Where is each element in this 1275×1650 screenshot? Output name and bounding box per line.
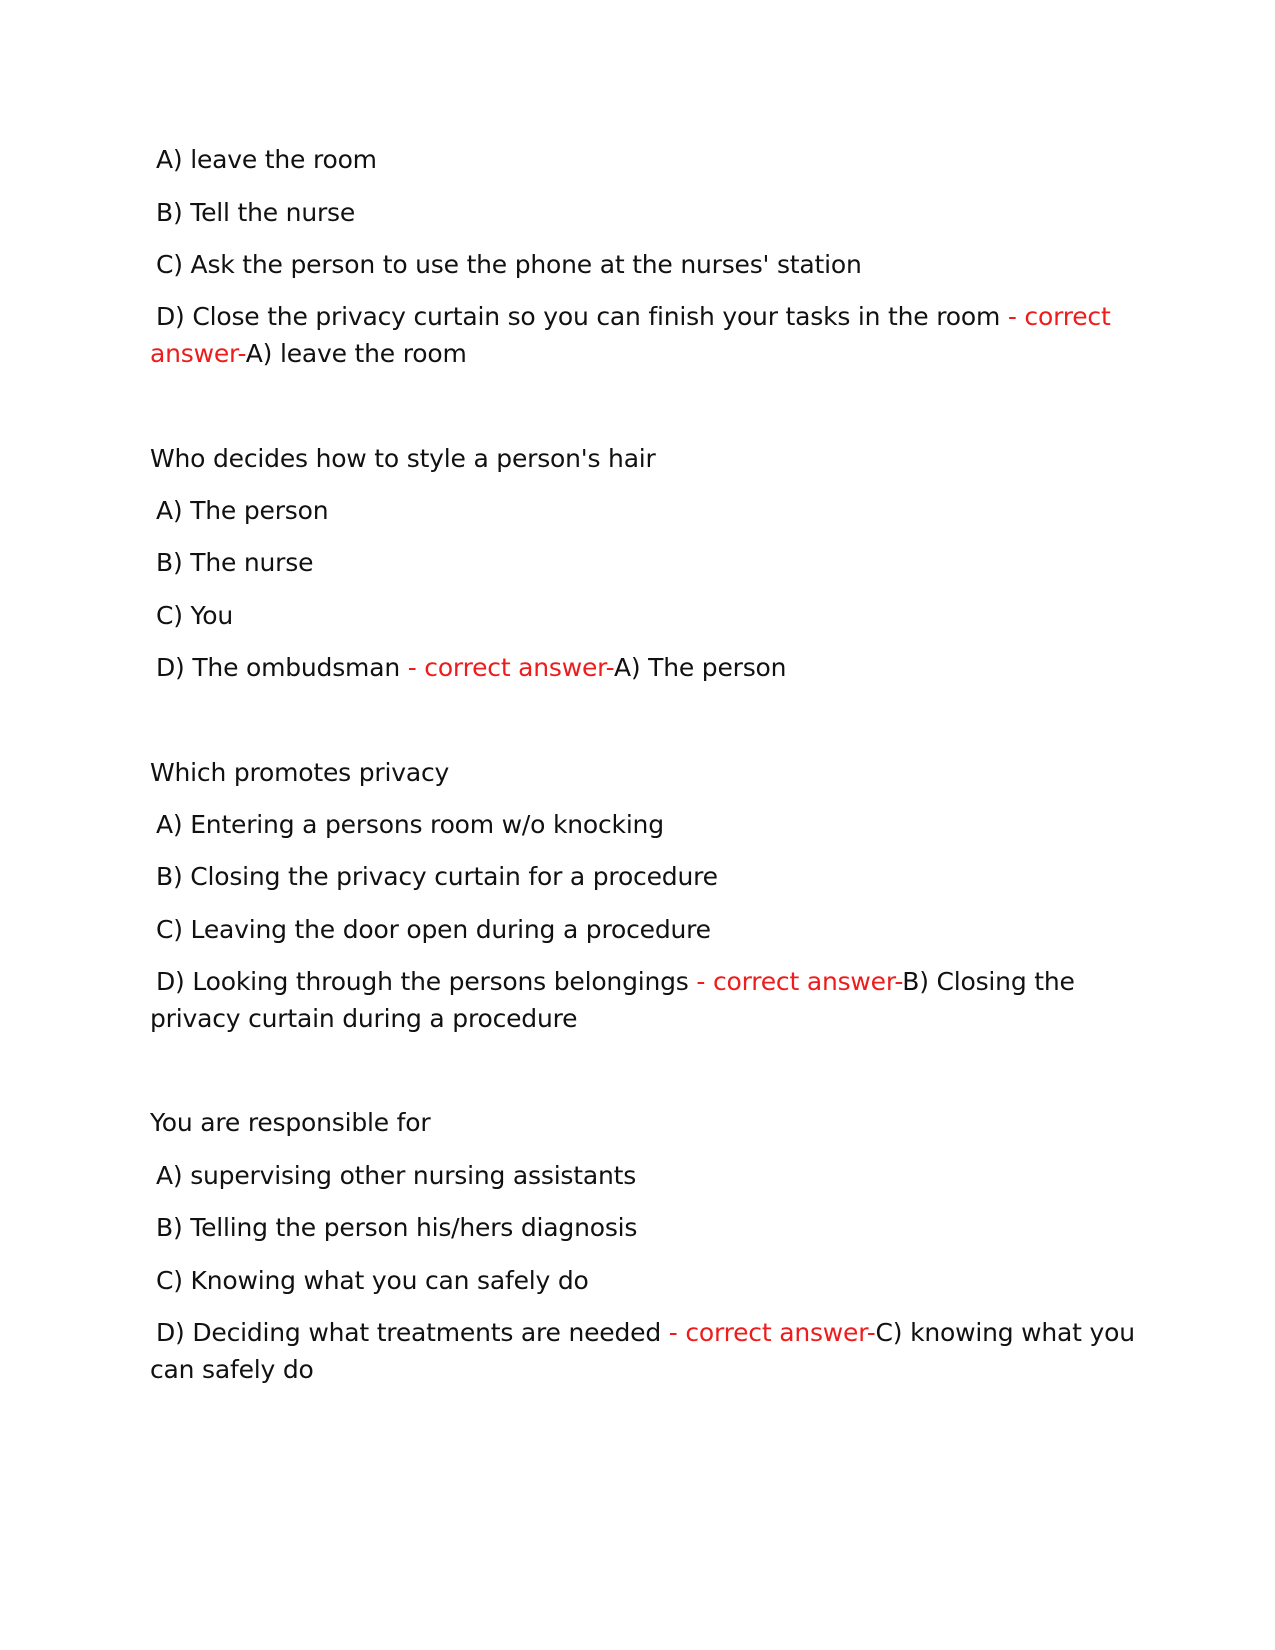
q1-option-d-line <box>150 298 1136 336</box>
q4-correct-marker: - correct answer- <box>661 1318 876 1347</box>
q1-answer: A) leave the room <box>245 339 467 368</box>
q4-option-a: A) supervising other nursing assistants <box>156 1161 637 1190</box>
q3-option-b: B) Closing the privacy curtain for a procedure <box>156 862 718 891</box>
q2-answer: A) The person <box>613 653 787 682</box>
q2-question: Who decides how to style a person's hair <box>150 444 656 473</box>
q1-option-a: A) leave the room <box>156 145 377 174</box>
q1-correct-marker-part1: - correct <box>1000 302 1111 331</box>
q3-option-a: A) Entering a persons room w/o knocking <box>156 810 664 839</box>
q4-question: You are responsible for <box>150 1108 431 1137</box>
q2-option-a: A) The person <box>156 496 329 525</box>
q1-option-b: B) Tell the nurse <box>156 198 356 227</box>
q3-correct-marker: - correct answer- <box>688 967 903 996</box>
q2-option-d: D) The ombudsman <box>156 653 400 682</box>
q3-option-c: C) Leaving the door open during a procedure <box>156 915 711 944</box>
q3-answer-part2: privacy curtain during a procedure <box>150 1004 578 1033</box>
q1-option-c: C) Ask the person to use the phone at the nurses' station <box>156 250 862 279</box>
q3-option-d-line <box>150 963 1136 1001</box>
q2-option-c: C) You <box>156 601 234 630</box>
q4-answer-part2: can safely do <box>150 1355 314 1384</box>
q4-option-d: D) Deciding what treatments are needed <box>156 1318 661 1347</box>
q1-answer-line <box>150 335 1130 373</box>
q2-option-b: B) The nurse <box>156 548 314 577</box>
q1-option-d: D) Close the privacy curtain so you can finish your tasks in the room <box>156 302 1001 331</box>
q4-answer-part1: C) knowing what you <box>875 1318 1135 1347</box>
q4-option-c: C) Knowing what you can safely do <box>156 1266 589 1295</box>
q1-correct-marker-part2: answer- <box>150 339 246 368</box>
q4-option-d-line <box>150 1314 1136 1352</box>
q4-option-b: B) Telling the person his/hers diagnosis <box>156 1213 638 1242</box>
q2-option-d-line <box>150 649 1136 687</box>
q2-correct-marker: - correct answer- <box>399 653 614 682</box>
q3-answer-part1: B) Closing the <box>902 967 1075 996</box>
q3-question: Which promotes privacy <box>150 758 450 787</box>
q3-option-d: D) Looking through the persons belongings <box>156 967 689 996</box>
